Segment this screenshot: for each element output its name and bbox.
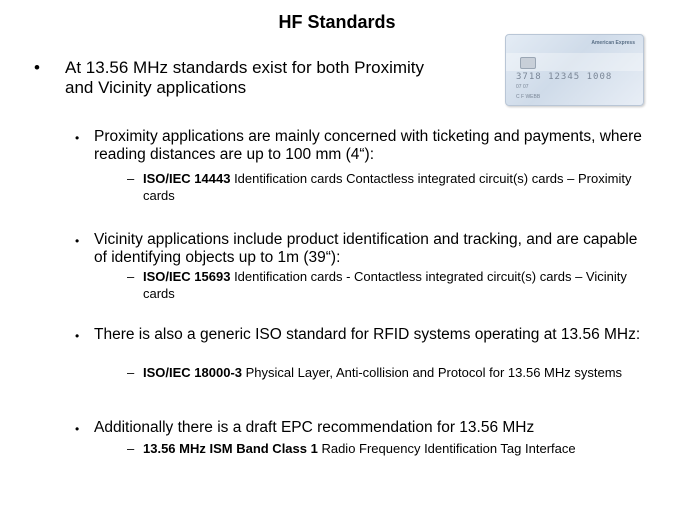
card-brand: American Express [591, 40, 635, 46]
credit-card-image [505, 34, 644, 106]
standard-name: ISO/IEC 18000-3 [143, 365, 242, 380]
standard-description: Radio Frequency Identification Tag Interface [317, 441, 576, 456]
standard-description: Identification cards Contactless integrated circuit(s) cards – Proximity cards [143, 171, 632, 203]
dash-marker: – [127, 365, 135, 380]
bullet-marker: • [34, 58, 40, 77]
card-chip-icon [520, 57, 536, 69]
dash-marker: – [127, 441, 135, 456]
section-text: There is also a generic ISO standard for RFID systems operating at 13.56 MHz: [94, 326, 641, 343]
standard-description: Identification cards - Contactless integrated circuit(s) cards – Vicinity cards [143, 269, 627, 301]
bullet-marker: • [75, 131, 80, 145]
bullet-marker: • [75, 234, 80, 248]
section-text: Proximity applications are mainly concerned with ticketing and payments, where reading distances are up to 100 mm (4“): [94, 128, 642, 163]
standard-name: 13.56 MHz ISM Band Class 1 [143, 441, 318, 456]
section-text: Additionally there is a draft EPC recommendation for 13.56 MHz [94, 419, 535, 436]
card-name: C F WEBB [516, 94, 541, 100]
standard-name: ISO/IEC 14443 [143, 171, 231, 186]
standard-description: Physical Layer, Anti-collision and Protocol for 13.56 MHz systems [242, 365, 623, 380]
card-number: 3718 12345 1008 [516, 72, 613, 82]
bullet-marker: • [75, 422, 80, 436]
main-bullet-text: At 13.56 MHz standards exist for both Proximity and Vicinity applications [65, 58, 425, 97]
bullet-marker: • [75, 329, 80, 343]
card-date: 07 07 [516, 84, 529, 90]
slide-title: HF Standards [278, 12, 396, 32]
section-text: Vicinity applications include product identification and tracking, and are capable of identifying objects up to 1m (39“): [94, 231, 638, 266]
dash-marker: – [127, 269, 135, 284]
standard-name: ISO/IEC 15693 [143, 269, 231, 284]
dash-marker: – [127, 171, 135, 186]
